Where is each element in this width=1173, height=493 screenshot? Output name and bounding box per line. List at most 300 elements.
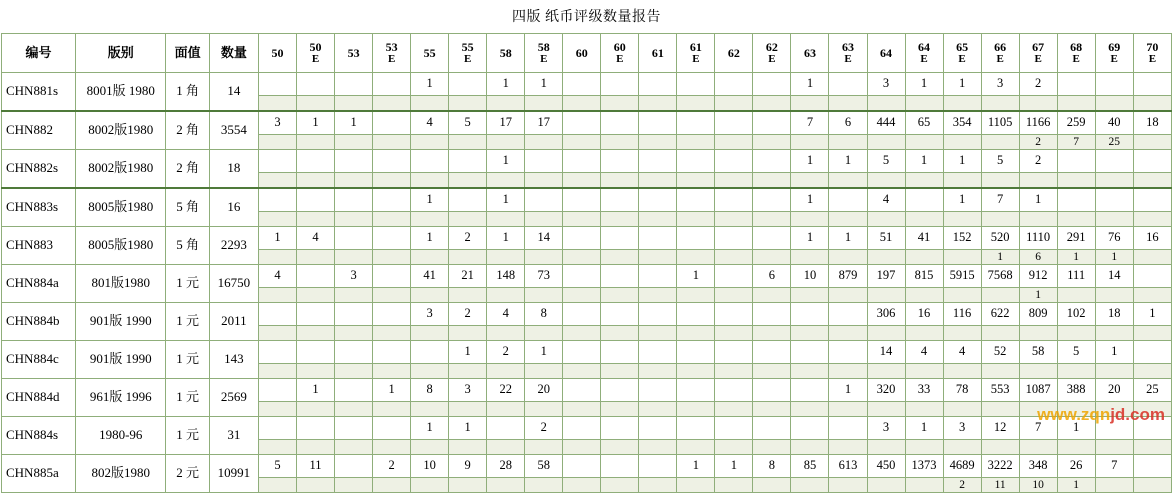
cell-grade-19: 3 (981, 73, 1019, 96)
cell-grade-6: 148 (487, 265, 525, 288)
subcell-grade-23 (1133, 250, 1171, 265)
subcell-grade-6 (487, 96, 525, 112)
cell-grade-19: 5 (981, 150, 1019, 173)
subcell-grade-9 (601, 135, 639, 150)
cell-denomination: 1 元 (166, 417, 209, 455)
cell-version: 1980-96 (76, 417, 166, 455)
cell-grade-20: 7 (1019, 417, 1057, 440)
subcell-grade-9 (601, 288, 639, 303)
cell-grade-15 (829, 73, 867, 96)
subcell-grade-23 (1133, 440, 1171, 455)
cell-code: CHN884d (2, 379, 76, 417)
cell-version: 961版 1996 (76, 379, 166, 417)
cell-quantity: 2569 (209, 379, 258, 417)
subcell-grade-10 (639, 96, 677, 112)
subcell-grade-23 (1133, 402, 1171, 417)
subcell-grade-21: 7 (1057, 135, 1095, 150)
subcell-grade-10 (639, 326, 677, 341)
page-title: 四版 纸币评级数量报告 (512, 10, 661, 25)
subcell-grade-23 (1133, 364, 1171, 379)
cell-grade-8 (563, 73, 601, 96)
subcell-grade-23 (1133, 173, 1171, 189)
cell-grade-22: 14 (1095, 265, 1133, 288)
subcell-grade-5 (449, 250, 487, 265)
cell-grade-23 (1133, 341, 1171, 364)
cell-grade-7: 1 (525, 73, 563, 96)
subcell-grade-0 (259, 96, 297, 112)
cell-grade-1: 11 (297, 455, 335, 478)
cell-grade-9 (601, 188, 639, 212)
header-cell-grade-23: 70 E (1133, 34, 1171, 73)
subcell-grade-2 (335, 250, 373, 265)
subcell-grade-6 (487, 326, 525, 341)
cell-grade-9 (601, 265, 639, 288)
table-row (2, 111, 1172, 135)
cell-grade-23: 1 (1133, 303, 1171, 326)
cell-grade-0 (259, 73, 297, 96)
cell-grade-7: 20 (525, 379, 563, 402)
header-cell-grade-13: 62 E (753, 34, 791, 73)
cell-code: CHN881s (2, 73, 76, 112)
subcell-grade-16 (867, 135, 905, 150)
subcell-grade-2 (335, 402, 373, 417)
subcell-grade-22 (1095, 478, 1133, 493)
cell-grade-3 (373, 227, 411, 250)
subcell-grade-14 (791, 402, 829, 417)
cell-grade-13: 8 (753, 455, 791, 478)
subcell-grade-11 (677, 364, 715, 379)
subcell-grade-5 (449, 212, 487, 227)
cell-grade-14: 1 (791, 227, 829, 250)
cell-grade-2 (335, 455, 373, 478)
subcell-grade-13 (753, 288, 791, 303)
cell-code: CHN884b (2, 303, 76, 341)
subcell-grade-19 (981, 212, 1019, 227)
subcell-grade-2 (335, 440, 373, 455)
subcell-grade-6 (487, 212, 525, 227)
cell-grade-1 (297, 150, 335, 173)
cell-grade-3: 2 (373, 455, 411, 478)
cell-grade-4 (411, 341, 449, 364)
cell-grade-0 (259, 417, 297, 440)
subcell-grade-8 (563, 440, 601, 455)
subcell-grade-8 (563, 478, 601, 493)
cell-grade-0: 4 (259, 265, 297, 288)
subcell-grade-18 (943, 135, 981, 150)
cell-grade-11 (677, 417, 715, 440)
cell-grade-18: 78 (943, 379, 981, 402)
cell-grade-20: 809 (1019, 303, 1057, 326)
subcell-grade-15 (829, 440, 867, 455)
cell-quantity: 14 (209, 73, 258, 112)
cell-grade-18: 5915 (943, 265, 981, 288)
cell-quantity: 16750 (209, 265, 258, 303)
subcell-grade-6 (487, 288, 525, 303)
cell-quantity: 16 (209, 188, 258, 227)
subcell-grade-15 (829, 173, 867, 189)
subcell-grade-18 (943, 250, 981, 265)
table-body (2, 73, 1172, 493)
cell-grade-19: 3222 (981, 455, 1019, 478)
subcell-grade-20 (1019, 402, 1057, 417)
subcell-grade-14 (791, 250, 829, 265)
cell-grade-15: 1 (829, 227, 867, 250)
subcell-grade-9 (601, 364, 639, 379)
cell-grade-2 (335, 150, 373, 173)
table-row (2, 188, 1172, 212)
cell-grade-13 (753, 227, 791, 250)
cell-quantity: 3554 (209, 111, 258, 150)
subcell-grade-8 (563, 250, 601, 265)
subcell-grade-12 (715, 440, 753, 455)
subcell-grade-17 (905, 288, 943, 303)
subcell-grade-4 (411, 173, 449, 189)
cell-grade-1 (297, 188, 335, 212)
cell-grade-6: 1 (487, 188, 525, 212)
header-cell-grade-21: 68 E (1057, 34, 1095, 73)
subcell-grade-9 (601, 326, 639, 341)
cell-grade-10 (639, 417, 677, 440)
cell-grade-13 (753, 188, 791, 212)
subcell-grade-16 (867, 173, 905, 189)
subcell-grade-16 (867, 288, 905, 303)
cell-grade-7: 14 (525, 227, 563, 250)
header-cell-grade-9: 60 E (601, 34, 639, 73)
subcell-grade-1 (297, 478, 335, 493)
subcell-grade-12 (715, 250, 753, 265)
subcell-grade-21 (1057, 326, 1095, 341)
cell-grade-3 (373, 150, 411, 173)
subcell-grade-17 (905, 96, 943, 112)
cell-grade-17: 1 (905, 150, 943, 173)
cell-grade-18: 1 (943, 150, 981, 173)
cell-grade-3 (373, 265, 411, 288)
header-cell-fixed-3: 数量 (209, 34, 258, 73)
cell-grade-18: 4689 (943, 455, 981, 478)
cell-version: 901版 1990 (76, 303, 166, 341)
subcell-grade-0 (259, 212, 297, 227)
cell-grade-4: 3 (411, 303, 449, 326)
cell-grade-22 (1095, 188, 1133, 212)
subcell-grade-11 (677, 326, 715, 341)
subcell-grade-22 (1095, 288, 1133, 303)
subcell-grade-14 (791, 478, 829, 493)
subcell-grade-12 (715, 173, 753, 189)
subcell-grade-5 (449, 96, 487, 112)
subcell-grade-20 (1019, 440, 1057, 455)
cell-grade-11 (677, 150, 715, 173)
subcell-grade-4 (411, 440, 449, 455)
cell-grade-19: 7 (981, 188, 1019, 212)
cell-grade-8 (563, 150, 601, 173)
header-cell-grade-5: 55 E (449, 34, 487, 73)
subcell-grade-22 (1095, 326, 1133, 341)
cell-grade-10 (639, 111, 677, 135)
cell-grade-4: 1 (411, 188, 449, 212)
cell-denomination: 5 角 (166, 227, 209, 265)
subcell-grade-9 (601, 173, 639, 189)
cell-grade-9 (601, 303, 639, 326)
cell-version: 8005版1980 (76, 227, 166, 265)
cell-grade-9 (601, 150, 639, 173)
cell-code: CHN883 (2, 227, 76, 265)
cell-grade-17 (905, 188, 943, 212)
cell-grade-4: 41 (411, 265, 449, 288)
subcell-grade-23 (1133, 326, 1171, 341)
table-row (2, 417, 1172, 440)
cell-grade-10 (639, 341, 677, 364)
cell-grade-23 (1133, 455, 1171, 478)
cell-grade-6: 4 (487, 303, 525, 326)
subcell-grade-12 (715, 288, 753, 303)
subcell-grade-8 (563, 212, 601, 227)
subcell-grade-14 (791, 135, 829, 150)
header-cell-grade-11: 61 E (677, 34, 715, 73)
header-cell-grade-20: 67 E (1019, 34, 1057, 73)
subcell-grade-23 (1133, 212, 1171, 227)
cell-grade-17: 65 (905, 111, 943, 135)
cell-grade-9 (601, 379, 639, 402)
subcell-grade-22 (1095, 364, 1133, 379)
cell-grade-20: 58 (1019, 341, 1057, 364)
cell-grade-14: 1 (791, 73, 829, 96)
subcell-grade-22: 25 (1095, 135, 1133, 150)
cell-grade-13 (753, 150, 791, 173)
cell-grade-17: 815 (905, 265, 943, 288)
cell-grade-1 (297, 265, 335, 288)
subcell-grade-22 (1095, 173, 1133, 189)
cell-grade-3 (373, 111, 411, 135)
cell-grade-12 (715, 379, 753, 402)
subcell-grade-3 (373, 250, 411, 265)
table-row (2, 303, 1172, 326)
cell-grade-14 (791, 341, 829, 364)
subcell-grade-5 (449, 173, 487, 189)
cell-grade-19: 553 (981, 379, 1019, 402)
cell-grade-15: 613 (829, 455, 867, 478)
cell-denomination: 1 元 (166, 303, 209, 341)
cell-grade-5: 9 (449, 455, 487, 478)
cell-grade-3 (373, 188, 411, 212)
subcell-grade-19 (981, 96, 1019, 112)
subcell-grade-8 (563, 173, 601, 189)
subcell-grade-20 (1019, 96, 1057, 112)
subcell-grade-16 (867, 326, 905, 341)
cell-grade-12 (715, 417, 753, 440)
subcell-grade-2 (335, 173, 373, 189)
cell-grade-5 (449, 73, 487, 96)
subcell-grade-3 (373, 440, 411, 455)
cell-grade-11: 1 (677, 455, 715, 478)
cell-grade-1: 1 (297, 379, 335, 402)
subcell-grade-17 (905, 440, 943, 455)
cell-grade-11 (677, 111, 715, 135)
cell-grade-10 (639, 379, 677, 402)
cell-grade-11 (677, 188, 715, 212)
cell-grade-5: 3 (449, 379, 487, 402)
subcell-grade-20: 2 (1019, 135, 1057, 150)
subcell-grade-16 (867, 96, 905, 112)
subcell-grade-19: 11 (981, 478, 1019, 493)
subcell-grade-16 (867, 364, 905, 379)
subcell-grade-18 (943, 440, 981, 455)
cell-grade-16: 320 (867, 379, 905, 402)
cell-grade-21 (1057, 73, 1095, 96)
cell-grade-8 (563, 265, 601, 288)
subcell-grade-15 (829, 288, 867, 303)
cell-grade-21: 111 (1057, 265, 1095, 288)
subcell-grade-12 (715, 212, 753, 227)
cell-grade-8 (563, 303, 601, 326)
subcell-grade-2 (335, 212, 373, 227)
subcell-grade-9 (601, 402, 639, 417)
cell-grade-22: 40 (1095, 111, 1133, 135)
cell-grade-15 (829, 417, 867, 440)
subcell-grade-3 (373, 478, 411, 493)
subcell-grade-5 (449, 402, 487, 417)
subcell-grade-21 (1057, 440, 1095, 455)
subcell-grade-10 (639, 250, 677, 265)
header-cell-grade-6: 58 (487, 34, 525, 73)
cell-grade-13 (753, 341, 791, 364)
cell-grade-4 (411, 150, 449, 173)
cell-grade-20: 348 (1019, 455, 1057, 478)
subcell-grade-21 (1057, 212, 1095, 227)
header-cell-grade-15: 63 E (829, 34, 867, 73)
cell-grade-9 (601, 417, 639, 440)
subcell-grade-7 (525, 135, 563, 150)
subcell-grade-9 (601, 478, 639, 493)
subcell-grade-5 (449, 478, 487, 493)
cell-grade-19: 12 (981, 417, 1019, 440)
subcell-grade-3 (373, 326, 411, 341)
subcell-grade-1 (297, 96, 335, 112)
subcell-grade-10 (639, 288, 677, 303)
cell-grade-20: 1 (1019, 188, 1057, 212)
cell-code: CHN884a (2, 265, 76, 303)
subcell-grade-22 (1095, 402, 1133, 417)
cell-grade-1 (297, 73, 335, 96)
cell-grade-23 (1133, 150, 1171, 173)
subcell-grade-1 (297, 173, 335, 189)
cell-grade-10 (639, 265, 677, 288)
table-row (2, 150, 1172, 173)
cell-grade-21: 291 (1057, 227, 1095, 250)
cell-grade-21: 1 (1057, 417, 1095, 440)
cell-denomination: 2 角 (166, 111, 209, 150)
cell-grade-23 (1133, 265, 1171, 288)
subcell-grade-7 (525, 250, 563, 265)
subcell-grade-3 (373, 402, 411, 417)
cell-grade-12 (715, 73, 753, 96)
cell-grade-21 (1057, 150, 1095, 173)
cell-grade-17: 1 (905, 417, 943, 440)
cell-grade-17: 1373 (905, 455, 943, 478)
subcell-grade-1 (297, 212, 335, 227)
subcell-grade-13 (753, 96, 791, 112)
subcell-grade-19 (981, 173, 1019, 189)
cell-version: 901版 1990 (76, 341, 166, 379)
cell-grade-8 (563, 111, 601, 135)
cell-code: CHN882 (2, 111, 76, 150)
subcell-grade-0 (259, 288, 297, 303)
cell-grade-0 (259, 303, 297, 326)
subcell-grade-0 (259, 478, 297, 493)
header-cell-grade-7: 58 E (525, 34, 563, 73)
subcell-grade-19 (981, 288, 1019, 303)
cell-grade-18: 354 (943, 111, 981, 135)
subcell-grade-12 (715, 96, 753, 112)
cell-grade-14 (791, 379, 829, 402)
cell-version: 8002版1980 (76, 111, 166, 150)
subcell-grade-6 (487, 402, 525, 417)
subcell-grade-4 (411, 364, 449, 379)
cell-grade-3 (373, 303, 411, 326)
cell-grade-16: 306 (867, 303, 905, 326)
subcell-grade-13 (753, 364, 791, 379)
cell-grade-17: 41 (905, 227, 943, 250)
cell-grade-2: 3 (335, 265, 373, 288)
cell-quantity: 18 (209, 150, 258, 189)
cell-grade-18: 3 (943, 417, 981, 440)
subcell-grade-20 (1019, 212, 1057, 227)
cell-grade-0: 3 (259, 111, 297, 135)
subcell-grade-13 (753, 135, 791, 150)
cell-grade-14 (791, 303, 829, 326)
subcell-grade-7 (525, 212, 563, 227)
cell-grade-7: 17 (525, 111, 563, 135)
cell-grade-8 (563, 341, 601, 364)
cell-denomination: 1 元 (166, 379, 209, 417)
subcell-grade-14 (791, 440, 829, 455)
header-cell-grade-18: 65 E (943, 34, 981, 73)
cell-grade-18: 1 (943, 188, 981, 212)
subcell-grade-2 (335, 96, 373, 112)
cell-grade-7: 8 (525, 303, 563, 326)
cell-grade-0 (259, 341, 297, 364)
cell-grade-0 (259, 379, 297, 402)
cell-grade-14: 10 (791, 265, 829, 288)
subcell-grade-3 (373, 288, 411, 303)
cell-grade-22 (1095, 417, 1133, 440)
subcell-grade-0 (259, 326, 297, 341)
cell-grade-5 (449, 150, 487, 173)
header-cell-grade-1: 50 E (297, 34, 335, 73)
cell-grade-11 (677, 73, 715, 96)
cell-version: 8005版1980 (76, 188, 166, 227)
subcell-grade-20: 10 (1019, 478, 1057, 493)
subcell-grade-21: 1 (1057, 250, 1095, 265)
cell-grade-15: 1 (829, 150, 867, 173)
cell-grade-5: 5 (449, 111, 487, 135)
subcell-grade-18 (943, 364, 981, 379)
subcell-grade-15 (829, 96, 867, 112)
cell-grade-12 (715, 303, 753, 326)
subcell-grade-19 (981, 440, 1019, 455)
cell-code: CHN884c (2, 341, 76, 379)
subcell-grade-11 (677, 402, 715, 417)
cell-grade-10 (639, 188, 677, 212)
cell-grade-2 (335, 303, 373, 326)
cell-grade-23: 25 (1133, 379, 1171, 402)
subcell-grade-2 (335, 364, 373, 379)
cell-grade-20: 1110 (1019, 227, 1057, 250)
subcell-grade-8 (563, 96, 601, 112)
subcell-grade-1 (297, 250, 335, 265)
cell-grade-0 (259, 150, 297, 173)
header-cell-grade-14: 63 (791, 34, 829, 73)
cell-grade-19: 520 (981, 227, 1019, 250)
